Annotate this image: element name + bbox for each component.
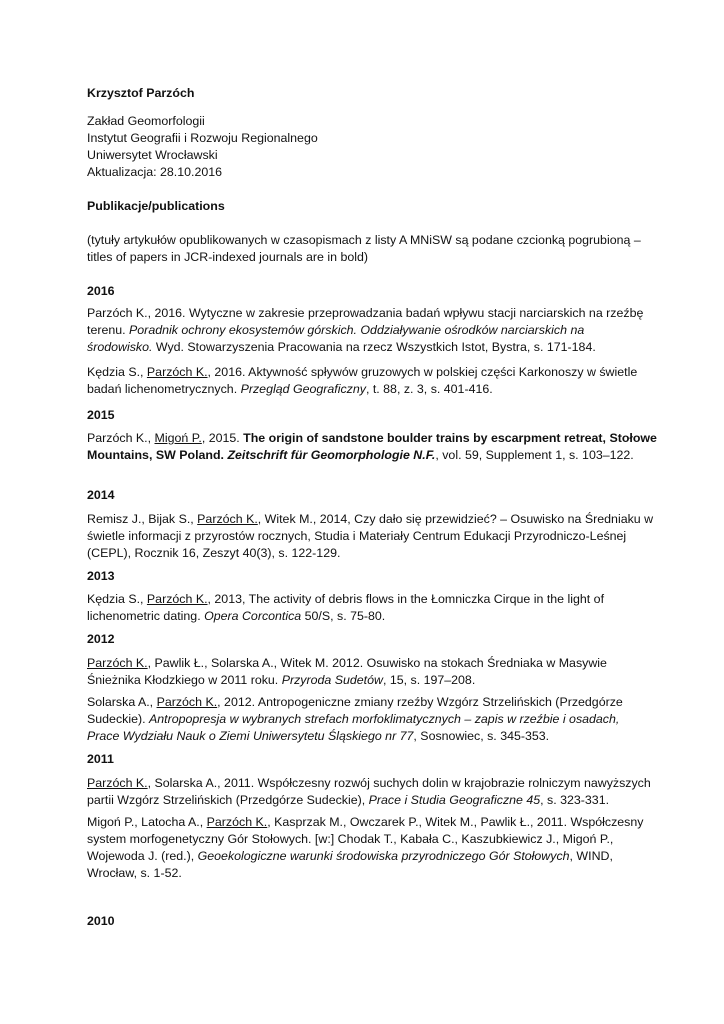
year-heading: 2014 <box>87 488 115 502</box>
note-line: (tytuły artykułów opublikowanych w czasopismach z listy A MNiSW są podane czcionką pogrubioną – <box>87 233 641 247</box>
year-heading: 2015 <box>87 408 115 422</box>
publication-title: Antropopresja w wybranych strefach morfoklimatycznych – zapis w rzeźbie i osadach, <box>148 712 620 726</box>
year-heading: 2012 <box>87 632 115 646</box>
author-highlight: Parzóch K. <box>87 776 148 790</box>
publication-title: środowisko. <box>87 340 153 354</box>
author-highlight: Parzóch K. <box>206 815 268 829</box>
year-heading: 2013 <box>87 569 115 583</box>
journal-name: Opera Corcontica <box>204 609 302 623</box>
author-highlight: Parzóch K. <box>87 656 148 670</box>
journal-name: Prace i Studia Geograficzne 45 <box>368 793 541 807</box>
author-highlight: Parzóch K. <box>197 512 258 526</box>
publication-title: Mountains, SW Poland. <box>87 448 228 462</box>
publication-entry: Remisz J., Bijak S., Parzóch K., Witek M., 2014, Czy dało się przewidzieć? – Osuwisko na Średniaku w świetle informacji z przyrostów rocznych, Studia i Materiały Centrum Edukacji Przyrodniczo-Leśnej (CEPL), Rocznik 16, Zeszyt 40(3), s. 122-129. <box>87 512 654 560</box>
author-name: Krzysztof Parzóch <box>87 86 195 100</box>
publication-entry: Parzóch K., Pawlik Ł., Solarska A., Witek M. 2012. Osuwisko na stokach Średniaka w Masywie Śnieżnika Kłodzkiego w 2011 roku. Przyroda Sudetów, 15, s. 197–208. <box>87 656 607 687</box>
affiliation-line: Instytut Geografii i Rozwoju Regionalnego <box>87 131 318 145</box>
affiliation-line: Zakład Geomorfologii <box>87 114 205 128</box>
journal-name: Zeitschrift für Geomorphologie N.F. <box>227 448 436 462</box>
publication-entry: Parzóch K., Migoń P., 2015. The origin of sandstone boulder trains by escarpment retreat, Stołowe Mountains, SW Poland. Zeitschrift für Geomorphologie N.F., vol. 59, Supplement 1, s. 103–122. <box>87 431 657 462</box>
publication-entry: Kędzia S., Parzóch K., 2016. Aktywność spływów gruzowych w polskiej części Karkonoszy w świetle badań lichenometrycznych. Przegląd Geograficzny, t. 88, z. 3, s. 401-416. <box>87 365 638 396</box>
journal-name: Przyroda Sudetów <box>281 673 383 687</box>
year-heading: 2016 <box>87 284 115 298</box>
journal-name: Przegląd Geograficzny <box>240 382 366 396</box>
publication-title: Poradnik ochrony ekosystemów górskich. Oddziaływanie ośrodków narciarskich na <box>129 323 585 337</box>
publication-entry: Parzóch K., 2016. Wytyczne w zakresie przeprowadzania badań wpływu stacji narciarskich na rzeźbę terenu. Poradnik ochrony ekosystemów górskich. Oddziaływanie ośrodków narciarskich na środowisko. Wyd. Stowarzyszenia Pracowania na rzecz Wszystkich Istot, Bystra, s. 171-184. <box>87 306 644 354</box>
publication-title: The origin of sandstone boulder trains by escarpment retreat, Stołowe <box>243 431 657 445</box>
journal-name: Prace Wydziału Nauk o Ziemi Uniwersytetu Śląskiego nr 77 <box>87 729 414 743</box>
author-highlight: Migoń P. <box>154 431 202 445</box>
publication-entry: Parzóch K., Solarska A., 2011. Współczesny rozwój suchych dolin w krajobrazie rolniczym nawyższych partii Wzgórz Strzelińskich (Przedgórze Sudeckie), Prace i Studia Geograficzne 45, s. 323-331. <box>87 776 651 807</box>
publication-entry: Migoń P., Latocha A., Parzóch K., Kasprzak M., Owczarek P., Witek M., Pawlik Ł., 2011. Współczesny system morfogenetyczny Gór Stołowych. [w:] Chodak T., Kabała C., Kaszubkiewicz J., Migoń P., Wojewoda J. (red.), Geoekologiczne warunki środowiska przyrodniczego Gór Stołowych, WIND, Wrocław, s. 1-52. <box>87 815 644 880</box>
note-line: titles of papers in JCR-indexed journals are in bold) <box>87 250 368 264</box>
year-heading: 2011 <box>87 752 114 766</box>
author-highlight: Parzóch K. <box>156 695 218 709</box>
publication-entry: Kędzia S., Parzóch K., 2013, The activity of debris flows in the Łomniczka Cirque in the light of lichenometric dating. Opera Corcontica 50/S, s. 75-80. <box>87 592 605 623</box>
affiliation-block <box>87 113 647 181</box>
publication-title: Geoekologiczne warunki środowiska przyrodniczego Gór Stołowych <box>197 849 570 863</box>
author-highlight: Parzóch K. <box>146 592 208 606</box>
publication-entry: Solarska A., Parzóch K., 2012. Antropogeniczne zmiany rzeźby Wzgórz Strzelińskich (Przedgórze Sudeckie). Antropopresja w wybranych strefach morfoklimatycznych – zapis w rzeźbie i osadach, Prace Wydziału Nauk o Ziemi Uniwersytetu Śląskiego nr 77, Sosnowiec, s. 345-353. <box>87 695 623 743</box>
section-title: Publikacje/publications <box>87 199 225 213</box>
note <box>87 232 647 266</box>
year-heading: 2010 <box>87 914 115 928</box>
affiliation-line: Uniwersytet Wrocławski <box>87 148 218 162</box>
update-date: Aktualizacja: 28.10.2016 <box>87 165 223 179</box>
author-highlight: Parzóch K. <box>146 365 208 379</box>
